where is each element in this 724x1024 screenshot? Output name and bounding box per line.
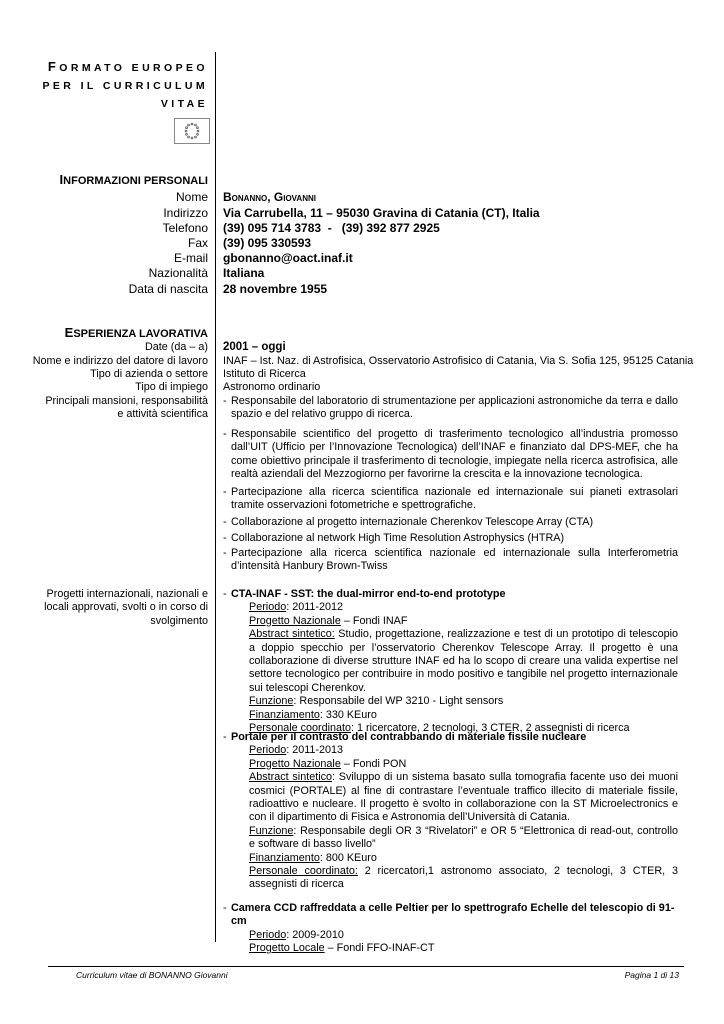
project-field-value: : Sviluppo di un sistema basato sulla tomografia facente uso dei muoni cosmici (PORTALE) al fine di contrastare l’eventuale traffico illecito di materiale fissile, radioattivo e nucleare. Il progetto è svolto in collaborazione con la ST Microelectronics e con il dipartimento di Fisica e Astronomia dell’Università di Catania. [249, 771, 678, 824]
title-initial: F [47, 59, 60, 74]
project-title: Camera CCD raffreddata a celle Peltier per lo spettrografo Echelle del telescopio di 91-cm [231, 902, 675, 928]
project-field-value: : Responsabile del WP 3210 - Light sensors [293, 695, 504, 708]
duty-item: - Responsabile scientifico del progetto di trasferimento tecnologico all’industria promosso dall’UIT (Ufficio per l’Innovazione Tecnologica) dell’INAF e finanziato dal DPS-MEF, che ha come obiettivo principale il trasferimento di tecnologie, impiegate nella ricerca astrofisica, alle realtà aziendali del Mezzogiorno per favorirne la crescita e la innovazione tecnologica. [223, 428, 678, 481]
project-field-key: Periodo [249, 601, 287, 614]
project-title: CTA-INAF - SST: the dual-mirror end-to-end prototype [231, 588, 506, 600]
project-field-value: : 1 ricercatore, 2 tecnologi, 3 CTER, 2 assegnisti di ricerca [351, 722, 630, 735]
project-field-key: Periodo [249, 928, 287, 941]
value-nazionalita: Italiana [223, 266, 265, 280]
project-field-value: 2 ricercatori,1 astronomo associato, 2 tecnologi, 3 CTER, 3 assegnisti di ricerca [249, 865, 678, 891]
value-telefono: (39) 095 714 3783 - (39) 392 877 2925 [223, 221, 440, 235]
project-field-value: : 2011-2012 [286, 601, 344, 614]
project-item: - Portale per il contrasto del contrabbando di materiale fissile nucleare Periodo: 2011-2013 Progetto Nazionale – Fondi PON Abstract sintetico: Sviluppo di un sistema basato sulla tomografia facente uso dei muoni cosmici (PORTALE) al fine di contrastare l’eventuale traffico illecito di materiale fissile, radioattivo e nucleare. Il progetto è svolto in collaborazione con la ST Microelectronics e con il dipartimento di Fisica e Astronomia dell’Università di Catania. Funzione: Responsabile degli OR 3 “Rivelatori” e OR 5 “Elettronica di read-out, controllo e software di basso livello” Finanziamento: 800 KEuro Personale coordinato: 2 ricercatori,1 astronomo associato, 2 tecnologi, 3 CTER, 3 assegnisti di ricerca [223, 731, 678, 891]
title-line-3: VITAE [160, 98, 208, 110]
project-field-value: : Responsabile degli OR 3 “Rivelatori” e OR 5 “Elettronica di read-out, controllo e software di basso livello” [249, 824, 678, 851]
project-field-key: Personale coordinato [249, 722, 352, 735]
duty-item: - Collaborazione al network High Time Resolution Astrophysics (HTRA) [223, 532, 678, 545]
label-data-nascita: Data di nascita [128, 282, 208, 296]
label-telefono: Telefono [162, 221, 208, 235]
project-field-key: Abstract sintetico: [249, 628, 335, 641]
value-email: gbonanno@oact.inaf.it [223, 251, 353, 265]
label-nome: Nome [175, 190, 208, 204]
value-job: Astronomo ordinario [223, 381, 321, 393]
section-title: SPERIENZA LAVORATIVA [73, 328, 208, 340]
duty-item: - Responsabile del laboratorio di strumentazione per applicazioni astronomiche da terra e dallo spazio e del relativo gruppo di ricerca. [223, 395, 678, 421]
section-initial: E [64, 325, 74, 340]
project-item: - CTA-INAF - SST: the dual-mirror end-to-end prototype Periodo: 2011-2012 Progetto Nazionale – Fondi INAF Abstract sintetico: Studio, progettazione, realizzazione e test di un prototipo di telescopio a doppio specchio per l’osservatorio Cherenkov Telescope Array. Il progetto è una collaborazione di diverse strutture INAF ed ha lo scopo di creare una valida expertise nel settore tecnologico per contribuire in modo positivo e tangibile nel progetto internazionale sui telescopi Cherenkov. Funzione: Responsabile del WP 3210 - Light sensors Finanziamento: 330 KEuro Personale coordinato: 1 ricercatore, 2 tecnologi, 3 CTER, 2 assegnisti di ricerca [223, 588, 678, 735]
label-fax: Fax [187, 236, 208, 250]
footer-left: Curriculum vitae di BONANNO Giovanni [76, 970, 228, 980]
value-date: 2001 – oggi [223, 341, 286, 353]
project-field-key: Funzione [249, 824, 294, 837]
project-field-key: Progetto Locale [249, 942, 325, 955]
project-field-value: : 2011-2013 [286, 744, 344, 757]
label-duties-2: e attività scientifica [117, 408, 208, 420]
label-nazionalita: Nazionalità [148, 266, 208, 280]
value-sector: Istituto di Ricerca [223, 368, 306, 380]
project-item: - Camera CCD raffreddata a celle Peltier per lo spettrografo Echelle del telescopio di 91-cm Periodo: 2009-2010 Progetto Locale – Fondi FFO-INAF-CT [223, 902, 678, 956]
value-nome: Bonanno, Giovanni [223, 190, 316, 204]
project-field-key: Progetto Nazionale [249, 757, 341, 770]
section-experience [65, 325, 208, 340]
label-projects: Progetti internazionali, nazionali e locali approvati, svolti o in corso di svolgimento [44, 588, 208, 627]
project-field-key: Finanziamento [249, 708, 320, 721]
footer-page-number: Pagina 1 di 13 [624, 970, 679, 980]
title-line-2: PER IL CURRICULUM [42, 80, 208, 92]
project-field-value: : 330 KEuro [319, 708, 377, 721]
label-job: Tipo di impiego [135, 381, 208, 393]
value-employer: INAF – Ist. Naz. di Astrofisica, Osservatorio Astrofisico di Catania, Via S. Sofia 125, 95125 Catania [223, 355, 694, 367]
duty-text: Partecipazione alla ricerca scientifica nazionale ed internazionale sulla Interferometria d’intensità Hanbury Brown-Twiss [231, 547, 678, 573]
document-title [42, 58, 208, 113]
label-email: E-mail [173, 251, 208, 265]
label-date: Date (da – a) [144, 341, 208, 353]
duty-text: Partecipazione alla ricerca scientifica nazionale ed internazionale sui pianeti extrasolari tramite osservazioni fotometriche e spettrografiche. [231, 486, 678, 512]
section-initial: I [59, 172, 64, 187]
label-indirizzo: Indirizzo [163, 206, 208, 220]
duty-item: - Partecipazione alla ricerca scientifica nazionale ed internazionale sui pianeti extrasolari tramite osservazioni fotometriche e spettrografiche. [223, 486, 678, 512]
project-title: Portale per il contrasto del contrabbando di materiale fissile nucleare [231, 731, 587, 743]
duty-text: Responsabile del laboratorio di strumentazione per applicazioni astronomiche da terra e dallo spazio e del relativo gruppo di ricerca. [231, 395, 678, 421]
value-fax: (39) 095 330593 [223, 236, 312, 250]
label-duties-1: Principali mansioni, responsabilità [45, 395, 208, 407]
project-field-value: : 800 KEuro [319, 851, 377, 864]
section-title: NFORMAZIONI PERSONALI [63, 175, 208, 187]
project-field-key: Finanziamento [249, 851, 320, 864]
title-line-1: ORMATO EUROPEO [59, 62, 208, 74]
eu-flag-icon [174, 118, 210, 144]
section-personal-info [60, 172, 208, 187]
project-field-key: Funzione [249, 695, 294, 708]
project-field-key: Progetto Nazionale [249, 614, 341, 627]
duty-text: Responsabile scientifico del progetto di trasferimento tecnologico all’industria promosso dall’UIT (Ufficio per l’Innovazione Tecnologica) dell’INAF e finanziato dal DPS-MEF, che ha come obiettivo principale il trasferimento di tecnologie, impiegate nella ricerca astrofisica, alle realtà aziendali del Mezzogiorno per favorirne la crescita e la innovazione tecnologica. [231, 428, 678, 481]
project-field-key: Periodo [249, 744, 287, 757]
label-sector: Tipo di azienda o settore [90, 368, 208, 380]
duty-text: Collaborazione al network High Time Resolution Astrophysics (HTRA) [231, 532, 565, 544]
project-field-key: Abstract sintetico [249, 771, 332, 784]
duty-item: - Partecipazione alla ricerca scientifica nazionale ed internazionale sulla Interferometria d’intensità Hanbury Brown-Twiss [223, 547, 678, 573]
value-indirizzo: Via Carrubella, 11 – 95030 Gravina di Catania (CT), Italia [223, 206, 540, 220]
project-field-value: : 2009-2010 [286, 928, 344, 941]
duty-text: Collaborazione al progetto internazionale Cherenkov Telescope Array (CTA) [231, 516, 594, 528]
column-divider [215, 52, 216, 942]
project-field-value: – Fondi FFO-INAF-CT [324, 942, 435, 955]
duty-item: - Collaborazione al progetto internazionale Cherenkov Telescope Array (CTA) [223, 516, 678, 529]
project-field-value: – Fondi INAF [340, 614, 408, 627]
value-data-nascita: 28 novembre 1955 [223, 282, 328, 296]
project-field-key: Personale coordinato: [249, 865, 358, 878]
footer-divider [48, 966, 684, 967]
project-field-value: Studio, progettazione, realizzazione e test di un prototipo di telescopio a doppio specchio per l’osservatorio Cherenkov Telescope Array. Il progetto è una collaborazione di diverse strutture INAF ed ha lo scopo di creare una valida expertise nel settore tecnologico per contribuire in modo positivo e tangibile nel progetto internazionale sui telescopi Cherenkov. [249, 628, 678, 694]
project-field-value: – Fondi PON [340, 757, 407, 770]
label-employer: Nome e indirizzo del datore di lavoro [32, 355, 208, 367]
